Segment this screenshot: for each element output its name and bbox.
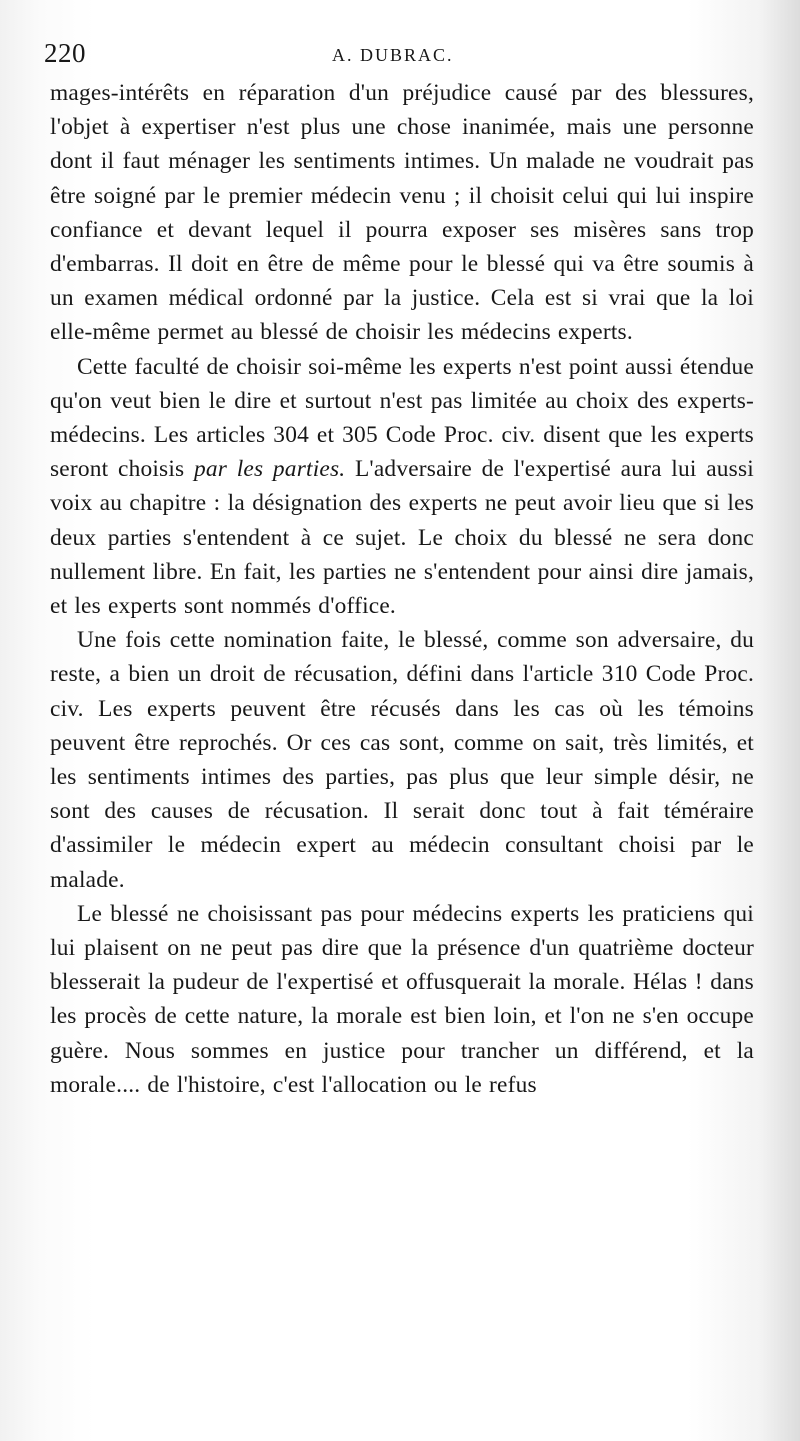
paragraph-4: Le blessé ne choisissant pas pour médecins experts les praticiens qui lui plaisent on ne peut pas dire que la présence d'un quatrième docteur blesserait la pudeur de l'expertisé et offusquerait la morale. Hélas ! dans les procès de cette nature, la morale est bien loin, et l'on ne s'en occupe guère. Nous sommes en justice pour trancher un différend, et la morale.... de l'histoire, c'est l'allocation ou le refus xyxy=(50,900,754,1098)
italic-phrase: par les parties. xyxy=(193,456,346,483)
paragraph-2-text-after: L'adversaire de l'expertisé aura lui aussi voix au chapitre : la désignation des experts ne peut avoir lieu que si les deux parties s'entendent à ce sujet. Le choix du blessé ne sera donc nullement libre. En fait, les parties ne s'entendent pour ainsi dire jamais, et les experts sont nommés d'office. xyxy=(50,456,754,620)
running-head xyxy=(44,38,756,72)
paragraph-2 xyxy=(50,350,754,624)
paragraph-2-text-before: Cette faculté de choisir soi-même les experts n'est point aussi étendue qu'on veut bien le dire et surtout n'est pas limitée au choix des experts-médecins. Les articles 304 et 305 Code Proc. civ. disent que les experts seront choisis xyxy=(50,353,754,483)
paragraph-3: Une fois cette nomination faite, le blessé, comme son adversaire, du reste, a bien un droit de récusation, défini dans l'article 310 Code Proc. civ. Les experts peuvent être récusés dans les cas où les témoins peuvent être reprochés. Or ces cas sont, comme on sait, très limités, et les sentiments intimes des parties, pas plus que leur simple désir, ne sont des causes de récusation. Il serait donc tout à fait téméraire d'assimiler le médecin expert au médecin consultant choisi par le malade. xyxy=(50,627,754,893)
page-number: 220 xyxy=(44,38,86,68)
paragraph-1: mages-intérêts en réparation d'un préjudice causé par des blessures, l'objet à expertiser n'est plus une chose inanimée, mais une personne dont il faut ménager les sentiments intimes. Un malade ne voudrait pas être soigné par le premier médecin venu ; il choisit celui qui lui inspire confiance et devant lequel il pourra exposer ses misères sans trop d'embarras. Il doit en être de même pour le blessé qui va être soumis à un examen médical ordonné par la justice. Cela est si vrai que la loi elle-même permet au blessé de choisir les médecins experts. xyxy=(50,80,754,346)
running-title: A. DUBRAC. xyxy=(332,45,454,65)
body-text xyxy=(50,76,754,1102)
